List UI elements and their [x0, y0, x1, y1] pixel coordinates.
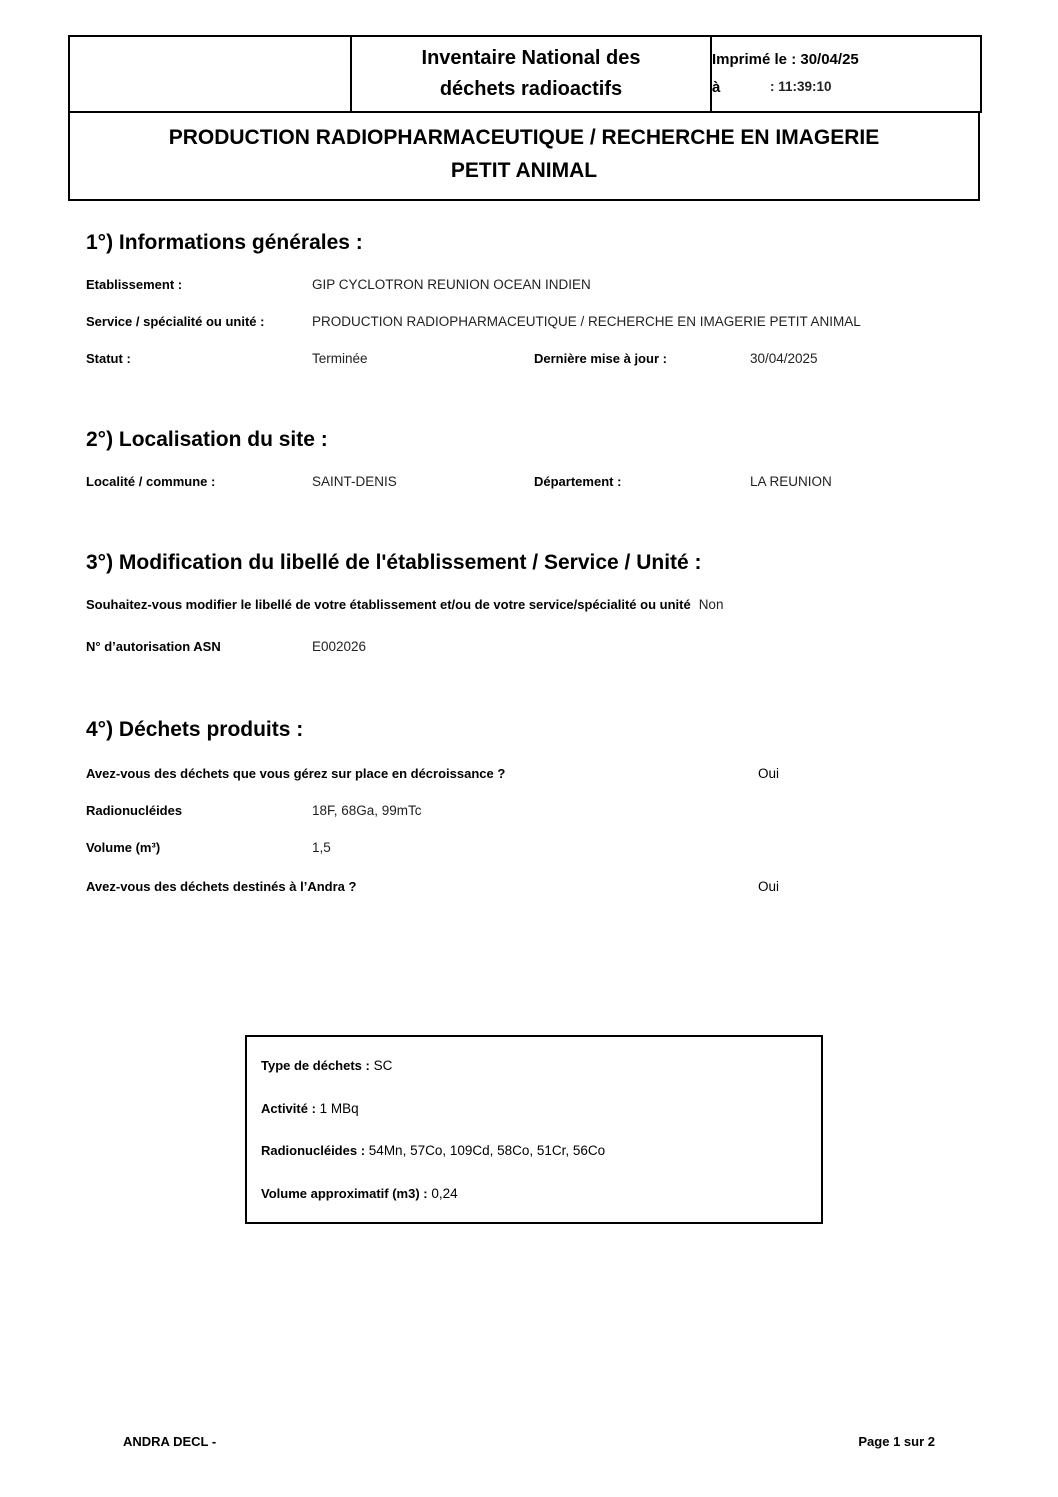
- modification-libelle-value: Non: [698, 597, 724, 613]
- waste-radionucleides-row: [261, 1144, 821, 1158]
- statut-value: Terminée: [312, 351, 368, 367]
- field-volume: [68, 840, 990, 855]
- footer-page-number: Page 1 sur 2: [858, 1434, 935, 1449]
- waste-volume-label: Volume approximatif (m3) :: [261, 1185, 428, 1201]
- field-statut: [68, 351, 990, 366]
- section-4-heading: 4°) Déchets produits :: [86, 718, 304, 742]
- waste-type-value: SC: [373, 1058, 393, 1073]
- section-2-heading: 2°) Localisation du site :: [86, 428, 328, 452]
- page-footer: [68, 1434, 990, 1449]
- waste-type-row: [261, 1059, 821, 1073]
- banner-line2: PETIT ANIMAL: [450, 158, 598, 182]
- waste-volume-row: [261, 1187, 821, 1201]
- radionucleides-value: 18F, 68Ga, 99mTc: [312, 803, 422, 819]
- andra-label: Avez-vous des déchets destinés à l’Andra ?: [86, 879, 357, 895]
- header-table: [68, 35, 982, 113]
- volume-value: 1,5: [312, 840, 331, 856]
- volume-label: Volume (m³): [86, 840, 161, 856]
- header-title-line1: Inventaire National des: [421, 47, 641, 69]
- derniere-maj-value: 30/04/2025: [750, 351, 818, 367]
- print-time-value: : 11:39:10: [770, 79, 832, 94]
- etablissement-label: Etablissement :: [86, 277, 183, 293]
- departement-value: LA REUNION: [750, 474, 832, 490]
- autorisation-asn-value: E002026: [312, 639, 367, 655]
- header-logo-cell: [69, 36, 351, 112]
- decroissance-label: Avez-vous des déchets que vous gérez sur place en décroissance ?: [86, 766, 506, 782]
- autorisation-asn-label: N° d’autorisation ASN: [86, 639, 221, 655]
- localite-label: Localité / commune :: [86, 474, 216, 490]
- banner-line1: PRODUCTION RADIOPHARMACEUTIQUE / RECHERCHE EN IMAGERIE: [168, 126, 880, 149]
- field-localite: [68, 474, 990, 489]
- header-print-cell: [711, 36, 981, 112]
- departement-label: Département :: [534, 474, 622, 490]
- waste-activite-label: Activité :: [261, 1100, 316, 1116]
- waste-radionucleides-value: 54Mn, 57Co, 109Cd, 58Co, 51Cr, 56Co: [368, 1143, 606, 1158]
- print-time-label: à: [712, 79, 721, 96]
- header-title-cell: [351, 36, 711, 112]
- field-service: [68, 314, 990, 329]
- statut-label: Statut :: [86, 351, 131, 367]
- header-title-line2: déchets radioactifs: [439, 78, 623, 100]
- section-3-heading: 3°) Modification du libellé de l'établissement / Service / Unité :: [86, 551, 702, 575]
- derniere-maj-label: Dernière mise à jour :: [534, 351, 667, 367]
- waste-activite-row: [261, 1102, 821, 1116]
- field-autorisation-asn: [68, 639, 990, 654]
- print-date: Imprimé le : 30/04/25: [712, 50, 859, 68]
- document-banner: [68, 113, 980, 201]
- modification-libelle-label: Souhaitez-vous modifier le libellé de votre établissement et/ou de votre service/spécialité ou unité: [86, 597, 691, 613]
- andra-value: Oui: [758, 879, 780, 895]
- etablissement-value: GIP CYCLOTRON REUNION OCEAN INDIEN: [312, 277, 591, 293]
- waste-activite-value: 1 MBq: [319, 1100, 359, 1116]
- waste-volume-value: 0,24: [431, 1185, 458, 1201]
- section-1-heading: 1°) Informations générales :: [86, 231, 363, 255]
- decroissance-value: Oui: [758, 766, 780, 782]
- service-value: PRODUCTION RADIOPHARMACEUTIQUE / RECHERCHE EN IMAGERIE PETIT ANIMAL: [312, 314, 861, 330]
- field-etablissement: [68, 277, 990, 292]
- service-label: Service / spécialité ou unité :: [86, 314, 265, 330]
- field-modification-libelle: [68, 597, 990, 612]
- waste-radionucleides-label: Radionucléides :: [261, 1143, 366, 1158]
- waste-detail-box: [245, 1035, 823, 1224]
- waste-type-label: Type de déchets :: [261, 1058, 370, 1073]
- radionucleides-label: Radionucléides: [86, 803, 183, 819]
- field-andra: [68, 879, 990, 894]
- field-decroissance: [68, 766, 990, 781]
- field-radionucleides: [68, 803, 990, 818]
- localite-value: SAINT-DENIS: [312, 474, 397, 490]
- footer-left: ANDRA DECL -: [123, 1434, 217, 1449]
